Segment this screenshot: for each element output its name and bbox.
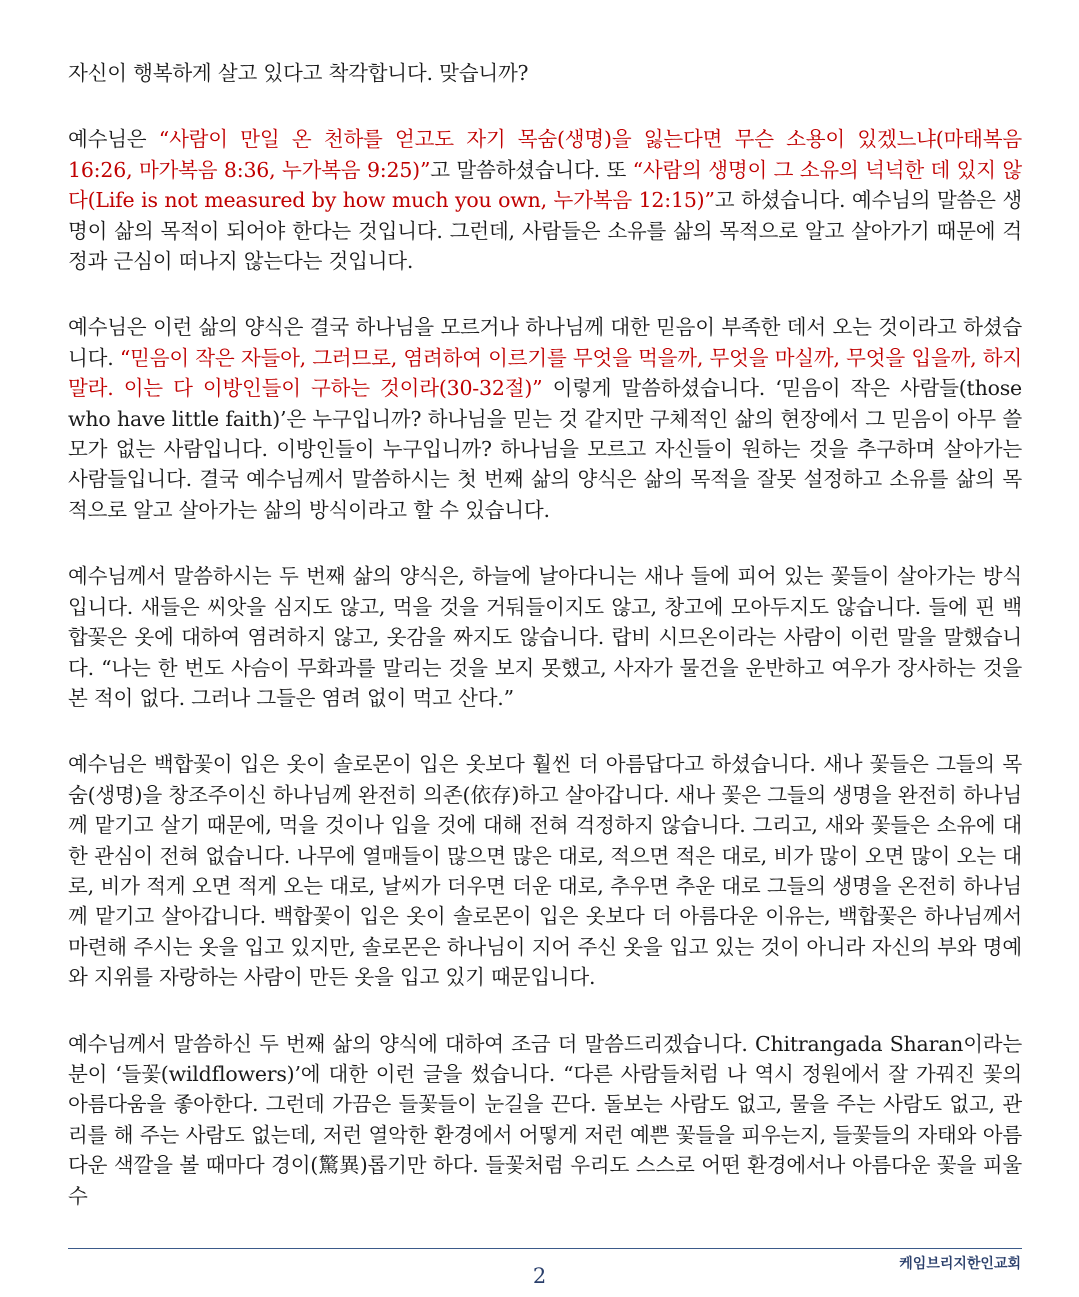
document-body <box>68 58 1022 1247</box>
paragraph-3 <box>68 312 1022 525</box>
footer-rule <box>68 1248 1022 1249</box>
paragraph-5 <box>68 749 1022 992</box>
scripture-quote: “사람이 만일 온 천하를 얻고도 자기 목숨(생명)을 잃는다면 무슨 소용이 있겠느냐(마태복음 16:26, 마가복음 8:36, 누가복음 9:25)” <box>68 127 1022 182</box>
text-segment: 예수님은 <box>68 127 159 152</box>
scripture-quote: “믿음이 작은 자들아, 그러므로, 염려하여 이르기를 무엇을 먹을까, 무엇을 마실까, 무엇을 입을까, 하지 말라. 이는 다 이방인들이 구하는 것이라(30-32절)” <box>68 345 1022 401</box>
paragraph-1 <box>68 58 1022 88</box>
paragraph-6 <box>68 1029 1022 1211</box>
page-number: 2 <box>532 1264 547 1288</box>
paragraph-4 <box>68 561 1022 713</box>
text-segment: 예수님은 백합꽃이 입은 옷이 솔로몬이 입은 옷보다 훨씬 더 아름답다고 하셨습니다. 새나 꽃들은 그들의 목숨(생명)을 창조주이신 하나님께 완전히 의존(依存)하고 살아갑니다. 새나 꽃은 그들의 생명을 완전히 하나님께 맡기고 살기 때문에, 먹을 것이나 입을 것에 대해 전혀 걱정하지 않습니다. 그리고, 새와 꽃들은 소유에 대한 관심이 전혀 없습니다. 나무에 열매들이 많으면 많은 대로, 적으면 적은 대로, 비가 많이 오면 많이 오는 대로, 비가 적게 오면 적게 오는 대로, 날씨가 더우면 더운 대로, 추우면 추운 대로 그들의 생명을 온전히 하나님께 맡기고 살아갑니다. 백합꽃이 입은 옷이 솔로몬이 입은 옷보다 더 아름다운 이유는, 백합꽃은 하나님께서 마련해 주시는 옷을 입고 있지만, 솔로몬은 하나님이 지어 주신 옷을 입고 있는 것이 아니라 자신의 부와 명예와 지위를 자랑하는 사람이 만든 옷을 입고 있기 때문입니다. <box>68 752 1022 990</box>
text-segment: 고 하셨습니다. 예수님의 말씀은 생명이 삶의 목적이 되어야 한다는 것입니다. 그런데, 사람들은 소유를 삶의 목적으로 알고 살아가기 때문에 걱정과 근심이 떠나지 않는다는 것입니다. <box>68 188 1022 274</box>
text-segment: 예수님께서 말씀하신 두 번째 삶의 양식에 대하여 조금 더 말씀드리겠습니다. Chitrangada Sharan이라는 분이 ‘들꽃(wildflowers)’에 대한 이런 글을 썼습니다. “다른 사람들처럼 나 역시 정원에서 잘 가꿔진 꽃의 아름다움을 좋아한다. 그런데 가끔은 들꽃들이 눈길을 끈다. 돌보는 사람도 없고, 물을 주는 사람도 없고, 관리를 해 주는 사람도 없는데, 저런 열악한 환경에서 어떻게 저런 예쁜 꽃들을 피우는지, 들꽃들의 자태와 아름다운 색깔을 볼 때마다 경이(驚異)롭기만 하다. 들꽃처럼 우리도 스스로 어떤 환경에서나 아름다운 꽃을 피울 수 <box>68 1031 1022 1208</box>
footer-church-name: 케임브리지한인교회 <box>899 1256 1021 1272</box>
text-segment: 예수님은 이런 삶의 양식은 결국 하나님을 모르거나 하나님께 대한 믿음이 부족한 데서 오는 것이라고 하셨습니다. <box>68 315 1022 370</box>
paragraph-2 <box>68 124 1022 276</box>
text-segment: 고 말씀하셨습니다. 또 <box>430 157 633 182</box>
scripture-quote: “사람의 생명이 그 소유의 넉넉한 데 있지 않다(Life is not measured by how much you own, 누가복음 12:15)” <box>68 157 1022 213</box>
text-segment: 자신이 행복하게 살고 있다고 착각합니다. 맞습니까? <box>68 61 529 85</box>
text-segment: 이렇게 말씀하셨습니다. ‘믿음이 작은 사람들(those who have little faith)’은 누구입니까? 하나님을 믿는 것 같지만 구체적인 삶의 현장에서 그 믿음이 아무 쓸모가 없는 사람입니다. 이방인들이 누구입니까? 하나님을 모르고 자신들이 원하는 것을 추구하며 살아가는 사람들입니다. 결국 예수님께서 말씀하시는 첫 번째 삶의 양식은 삶의 목적을 잘못 설정하고 소유를 삶의 목적으로 알고 살아가는 삶의 방식이라고 할 수 있습니다. <box>68 376 1022 522</box>
text-segment: 예수님께서 말씀하시는 두 번째 삶의 양식은, 하늘에 날아다니는 새나 들에 피어 있는 꽃들이 살아가는 방식입니다. 새들은 씨앗을 심지도 않고, 먹을 것을 거둬들이지도 않고, 창고에 모아두지도 않습니다. 들에 핀 백합꽃은 옷에 대하여 염려하지 않고, 옷감을 짜지도 않습니다. 랍비 시므온이라는 사람이 이런 말을 말했습니다. “나는 한 번도 사슴이 무화과를 말리는 것을 보지 못했고, 사자가 물건을 운반하고 여우가 장사하는 것을 본 적이 없다. 그러나 그들은 염려 없이 먹고 산다.” <box>68 564 1022 710</box>
